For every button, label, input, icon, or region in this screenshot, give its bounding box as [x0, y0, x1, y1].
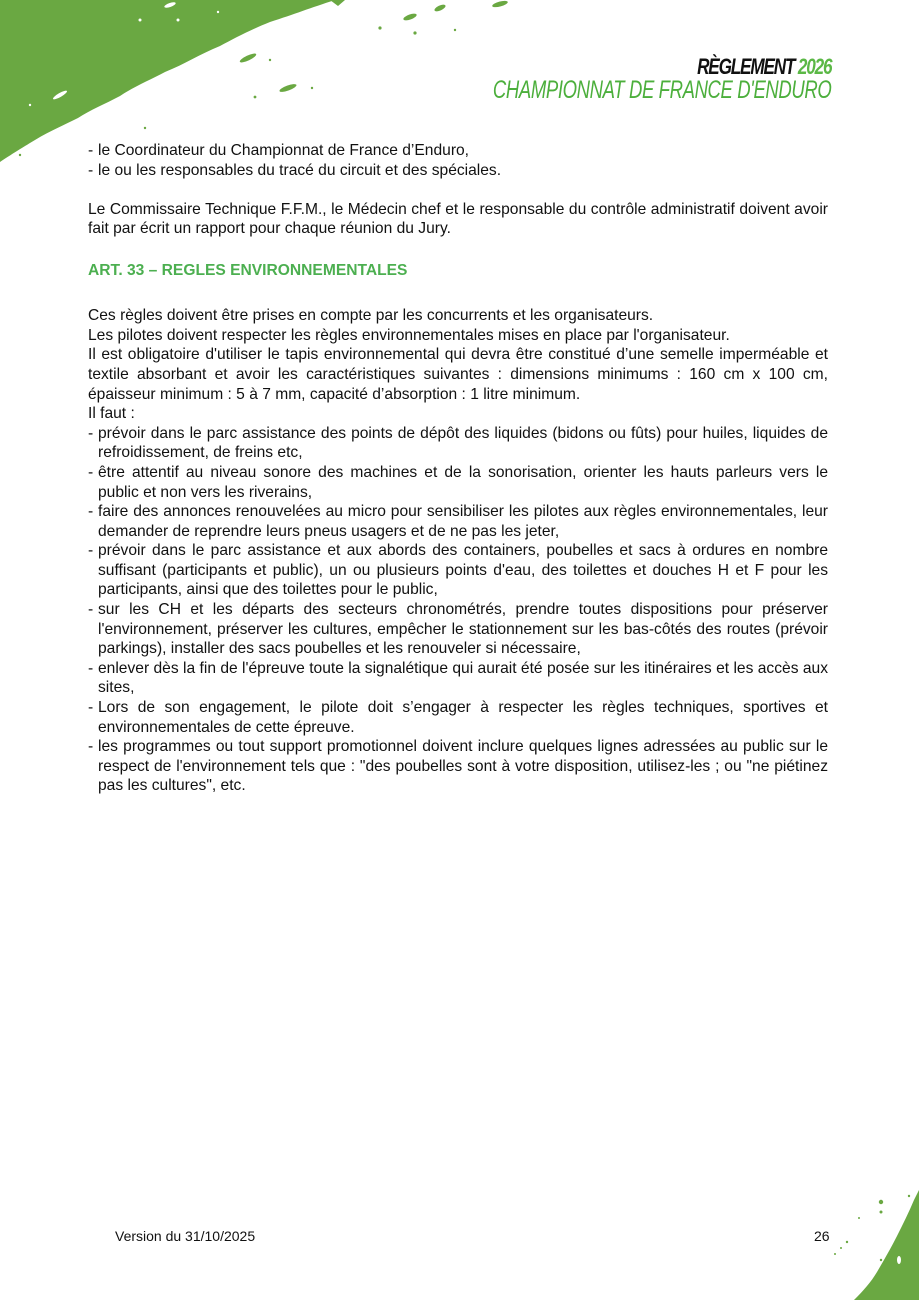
list-item-text: prévoir dans le parc assistance des points de dépôt des liquides (bidons ou fûts) pour huiles, liquides de refroidissement, de freins etc,: [98, 424, 828, 462]
list-item: - prévoir dans le parc assistance des points de dépôt des liquides (bidons ou fûts) pour huiles, liquides de refroidissement, de freins etc,: [88, 424, 828, 462]
article-paragraph: Les pilotes doivent respecter les règles environnementales mises en place par l'organisateur.: [88, 326, 730, 344]
list-item: - le Coordinateur du Championnat de France d’Enduro,: [88, 141, 828, 161]
article-paragraph: Il faut :: [88, 405, 135, 423]
article-paragraph: Ces règles doivent être prises en compte par les concurrents et les organisateurs.: [88, 307, 654, 325]
list-item-text: prévoir dans le parc assistance et aux abords des containers, poubelles et sacs à ordures en nombre suffisant (participants et public), un ou plusieurs points d'eau, des toilettes et douches H et F pour les participants, ainsi que des toilettes pour le public,: [98, 542, 828, 599]
list-item: - faire des annonces renouvelées au micro pour sensibiliser les pilotes aux règles environnementales, leur demander de reprendre leurs pneus usagers et de ne pas les jeter,: [88, 503, 828, 540]
list-item-text: le ou les responsables du tracé du circuit et des spéciales.: [98, 161, 502, 179]
page-content: [88, 141, 828, 796]
jury-paragraph: Le Commissaire Technique F.F.M., le Médecin chef et le responsable du contrôle administratif doivent avoir fait par écrit un rapport pour chaque réunion du Jury.: [88, 200, 828, 238]
list-item: - le ou les responsables du tracé du circuit et des spéciales.: [88, 161, 828, 181]
list-item-text: Lors de son engagement, le pilote doit s’engager à respecter les règles techniques, sportives et environnementales de cette épreuve.: [98, 699, 828, 736]
article-title: ART. 33 – REGLES ENVIRONNEMENTALES: [88, 261, 408, 279]
list-item-text: les programmes ou tout support promotionnel doivent inclure quelques lignes adressées au public sur le respect de l'environnement tels que : "des poubelles sont à votre disposition, utilisez-les ; ou "ne piétinez pas les cultures", etc.: [98, 738, 828, 795]
list-item-text: être attentif au niveau sonore des machines et de la sonorisation, orienter les hauts parleurs vers le public et non vers les riverains,: [98, 463, 828, 501]
list-item-text: faire des annonces renouvelées au micro pour sensibiliser les pilotes aux règles environnementales, leur demander de reprendre leurs pneus usagers et de ne pas les jeter,: [98, 503, 828, 540]
list-item: - enlever dès la fin de l'épreuve toute la signalétique qui aurait été posée sur les itinéraires et les accès aux sites,: [88, 659, 828, 697]
green-splash-decoration-bottom: [759, 1190, 919, 1300]
header-subtitle: CHAMPIONNAT DE FRANCE D'ENDURO: [492, 76, 831, 104]
list-item: - prévoir dans le parc assistance et aux abords des containers, poubelles et sacs à ordures en nombre suffisant (participants et public), un ou plusieurs points d'eau, des toilettes et douches H et F pour les participants, ainsi que des toilettes pour le public,: [88, 542, 828, 599]
article-paragraph: Il est obligatoire d'utiliser le tapis environnemental qui devra être constitué d’une semelle imperméable et textile absorbant et avoir les caractéristiques suivantes : dimensions minimums : 160 cm x 100 cm, épaisseur minimum : 5 à 7 mm, capacité d’absorption : 1 litre minimum.: [88, 346, 828, 403]
document-header: [374, 56, 831, 103]
list-item-text: enlever dès la fin de l'épreuve toute la signalétique qui aurait été posée sur les itinéraires et les accès aux sites,: [98, 659, 828, 697]
header-reglement: RÈGLEMENT: [696, 54, 794, 79]
footer-version: Version du 31/10/2025: [115, 1228, 256, 1244]
list-item: - Lors de son engagement, le pilote doit s’engager à respecter les règles techniques, sportives et environnementales de cette épreuve.: [88, 699, 828, 736]
header-year: 2026: [797, 54, 831, 79]
list-item-text: le Coordinateur du Championnat de France d’Enduro,: [98, 142, 470, 159]
list-item: - être attentif au niveau sonore des machines et de la sonorisation, orienter les hauts parleurs vers le public et non vers les riverains,: [88, 463, 828, 501]
list-item-text: sur les CH et les départs des secteurs chronométrés, prendre toutes dispositions pour préserver l'environnement, préserver les cultures, empêcher le stationnement sur les bas-côtés des routes (prévoir parkings), installer des sacs poubelles et les renouveler si nécessaire,: [98, 601, 828, 658]
list-item: - sur les CH et les départs des secteurs chronométrés, prendre toutes dispositions pour préserver l'environnement, préserver les cultures, empêcher le stationnement sur les bas-côtés des routes (prévoir parkings), installer des sacs poubelles et les renouveler si nécessaire,: [88, 601, 828, 658]
list-item: - les programmes ou tout support promotionnel doivent inclure quelques lignes adressées au public sur le respect de l'environnement tels que : "des poubelles sont à votre disposition, utilisez-les ; ou "ne piétinez pas les cultures", etc.: [88, 738, 828, 795]
page-number: 26: [814, 1228, 830, 1244]
header-title: [474, 56, 831, 78]
